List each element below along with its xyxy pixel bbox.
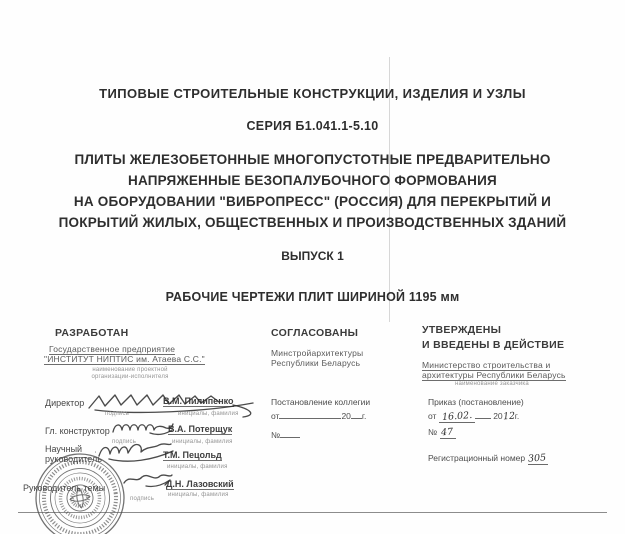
document-title-line: НАПРЯЖЕННЫЕ БЕЗОПАЛУБОЧНОГО ФОРМОВАНИЯ [128, 173, 497, 188]
order-number-line: № 47 [428, 426, 454, 439]
series-title: СЕРИЯ Б1.041.1-5.10 [246, 119, 379, 133]
resolution-date-line: от 20 г. [271, 411, 367, 421]
developed-org-note: наименование проектной организации-исполнителя [91, 367, 169, 380]
approved-heading-line1: УТВЕРЖДЕНЫ [422, 324, 502, 336]
order-date-line: от 16.02. 2012г. [428, 409, 520, 424]
name-note: инициалы, фамилия [178, 411, 239, 417]
issue-label: ВЫПУСК 1 [281, 249, 344, 263]
developed-org-line2: "ИНСТИТУТ НИПТИС им. Атаева С.С." [44, 354, 205, 364]
signature-chief-designer [110, 417, 175, 439]
registration-line: Регистрационный номер 305 [428, 452, 547, 465]
agreed-org-line2: Республики Беларусь [271, 358, 361, 368]
signer-name-scientific-supervisor: Т.М. Пецольд [163, 450, 222, 460]
order-year-handwritten: 12 [502, 410, 516, 423]
signer-role-topic-leader: Руководитель темы [23, 483, 106, 493]
approved-org-note: наименование заказчика [455, 381, 529, 387]
document-title [0, 149, 625, 233]
official-round-stamp [28, 446, 132, 534]
sign-note: подпись [130, 496, 155, 502]
order-date-handwritten: 16.02. [441, 409, 473, 424]
resolution-number-line: № [271, 428, 300, 440]
sign-note: подпись [112, 439, 137, 445]
subtitle: РАБОЧИЕ ЧЕРТЕЖИ ПЛИТ ШИРИНОЙ 1195 мм [165, 290, 460, 304]
approved-org-line1: Министерство строительства и [422, 360, 551, 370]
order-label: Приказ (постановление) [428, 397, 524, 407]
signer-name-director: В.М. Пилипенко [163, 396, 234, 406]
order-number-handwritten: 47 [441, 426, 454, 439]
document-title-line: ПЛИТЫ ЖЕЛЕЗОБЕТОННЫЕ МНОГОПУСТОТНЫЕ ПРЕДВАРИТЕЛЬНО [74, 152, 551, 167]
agreed-heading: СОГЛАСОВАНЫ [271, 327, 359, 339]
resolution-label: Постановление коллегии [271, 397, 371, 407]
registration-number-handwritten: 305 [528, 452, 547, 465]
name-note: инициалы, фамилия [172, 439, 233, 445]
page-title: ТИПОВЫЕ СТРОИТЕЛЬНЫЕ КОНСТРУКЦИИ, ИЗДЕЛИЯ И УЗЛЫ [99, 86, 526, 101]
signer-role-chief-designer: Гл. конструктор [45, 426, 110, 436]
document-title-line: ПОКРЫТИЙ ЖИЛЫХ, ОБЩЕСТВЕННЫХ И ПРОИЗВОДСТВЕННЫХ ЗДАНИЙ [58, 215, 567, 230]
signer-name-topic-leader: Д.Н. Лазовский [166, 479, 234, 489]
approved-heading-line2: И ВВЕДЕНЫ В ДЕЙСТВИЕ [422, 339, 565, 351]
name-note: инициалы, фамилия [167, 464, 228, 470]
signer-role-director: Директор [45, 398, 85, 408]
name-note: инициалы, фамилия [168, 492, 229, 498]
signature-topic-leader [120, 470, 175, 490]
signer-role-scientific-supervisor: Научный руководитель [45, 444, 102, 464]
developed-heading: РАЗРАБОТАН [55, 327, 129, 339]
approved-org-line2: архитектуры Республики Беларусь [422, 370, 566, 380]
agreed-org-line1: Минстройархитектуры [271, 348, 364, 358]
document-title-line: НА ОБОРУДОВАНИИ "ВИБРОПРЕСС" (РОССИЯ) ДЛЯ ПЕРЕКРЫТИЙ И [73, 194, 552, 209]
signer-name-chief-designer: В.А. Потерщук [168, 424, 233, 434]
sign-note: подпись [105, 411, 130, 417]
developed-org-line1: Государственное предприятие [49, 344, 176, 354]
